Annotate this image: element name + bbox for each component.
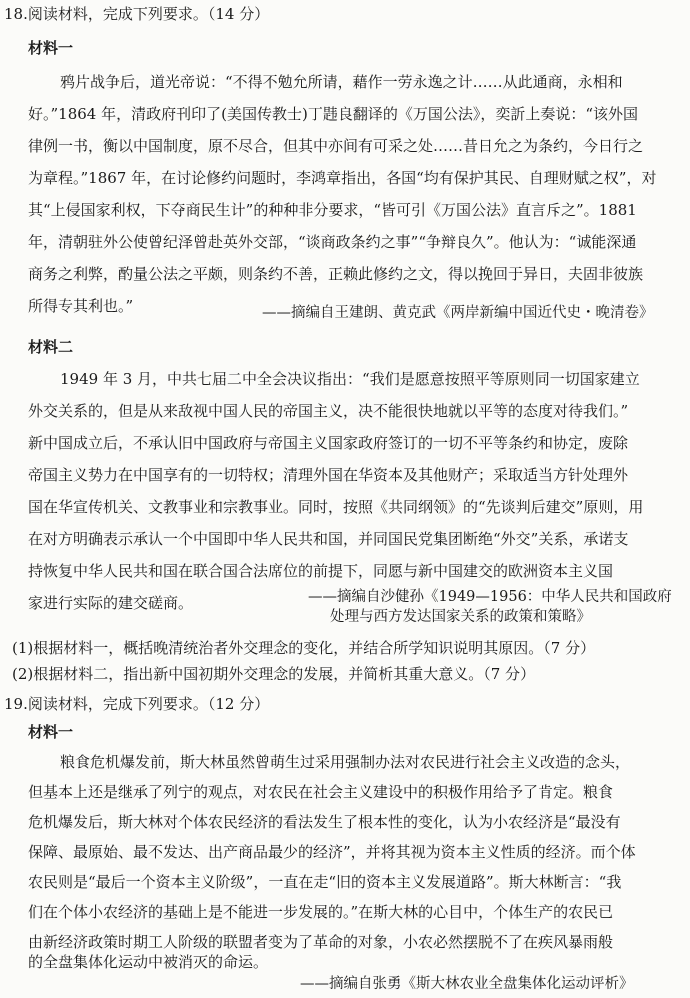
question-18-title: 18.阅读材料，完成下列要求。（14 分）: [4, 5, 270, 23]
q18-material-2-source: ——摘编自沙健孙《1949—1956：中华人民共和国政府: [308, 589, 672, 605]
q18-material-2-line: 新中国成立后，不承认旧中国政府与帝国主义国家政府签订的一切不平等条约和协定，废除: [28, 434, 629, 452]
q19-material-1-line: 们在个体小农经济的基础上是不能进一步发展的。”在斯大林的心目中，个体生产的农民已: [28, 903, 614, 921]
q18-material-1-line: 律例一书，衡以中国制度，原不尽合，但其中亦间有可采之处……昔日允之为条约，今日行之: [28, 137, 644, 155]
q18-material-1-line: 所得专其利也。”: [28, 297, 134, 315]
q18-material-1-line: 鸦片战争后，道光帝说：“不得不勉允所请，藉作一劳永逸之计……从此通商，永相和: [60, 73, 623, 91]
q19-material-1-line: 由新经济政策时期工人阶级的联盟者变为了革命的对象，小农必然摆脱不了在疾风暴雨般: [28, 933, 614, 951]
q19-material-1-line: 危机爆发后，斯大林对个体农民经济的看法发生了根本性的变化，认为小农经济是“最没有: [28, 813, 621, 831]
q18-requirement-2: (2)根据材料二，指出新中国初期外交理念的发展，并简析其重大意义。（7 分）: [12, 665, 536, 683]
q18-material-2-line: 在对方明确表示承认一个中国即中华人民共和国，并同国民党集团断绝“外交”关系，承诺支: [28, 530, 629, 548]
q19-material-1-line: 保障、最原始、最不发达、出产商品最少的经济”，并将其视为资本主义性质的经济。而个体: [28, 843, 636, 861]
q18-material-2-line: 家进行实际的建交磋商。: [28, 594, 194, 612]
q18-material-1-heading: 材料一: [28, 39, 74, 57]
q19-material-1-line: 农民则是“最后一个资本主义阶级”，一直在走“旧的资本主义发展道路”。斯大林断言：“我: [28, 873, 622, 891]
question-19-title: 19.阅读材料，完成下列要求。（12 分）: [4, 695, 270, 713]
q18-material-1-line: 年，清朝驻外公使曾纪泽曾赴英外交部，“谈商政条约之事”“争辩良久”。他认为：“诚能深通: [28, 233, 637, 251]
q19-material-1-line: 粮食危机爆发前，斯大林虽然曾萌生过采用强制办法对农民进行社会主义改造的念头，: [60, 753, 631, 771]
q18-material-2-heading: 材料二: [28, 338, 74, 356]
q18-requirement-1: (1)根据材料一，概括晚清统治者外交理念的变化，并结合所学知识说明其原因。（7 分）: [12, 639, 596, 657]
q18-material-2-line: 国在华宣传机关、文教事业和宗教事业。同时，按照《共同纲领》的“先谈判后建交”原则，用: [28, 498, 644, 516]
q19-material-1-source: ——摘编自张勇《斯大林农业全盘集体化运动评析》: [300, 976, 634, 992]
q18-material-2-line: 持恢复中华人民共和国在联合国合法席位的前提下，同愿与新中国建交的欧洲资本主义国: [28, 562, 614, 580]
q18-material-2-source-cont: 处理与西方发达国家关系的政策和策略》: [330, 609, 591, 625]
q18-material-1-line: 好。”1864 年，清政府刊印了(美国传教士)丁韪良翻译的《万国公法》，奕訢上奏说：“该外国: [28, 105, 638, 123]
q18-material-1-line: 为章程。”1867 年，在讨论修约问题时，李鸿章指出，各国“均有保护其民、自理财赋之权”，对: [28, 169, 657, 187]
q19-material-1-heading: 材料一: [28, 723, 74, 741]
q19-material-1-line: 的全盘集体化运动中被消灭的命运。: [28, 953, 269, 971]
q19-material-1-line: 但基本上还是继承了列宁的观点，对农民在社会主义建设中的积极作用给予了肯定。粮食: [28, 783, 614, 801]
q18-material-1-line: 商务之利弊，酌量公法之平颇，则条约不善，正赖此修约之文，得以挽回于异日，夫固非彼族: [28, 265, 644, 283]
q18-material-2-line: 帝国主义势力在中国享有的一切特权；清理外国在华资本及其他财产；采取适当方针处理外: [28, 466, 629, 484]
q18-material-1-line: 其“上侵国家利权，下夺商民生计”的种种非分要求，“皆可引《万国公法》直言斥之”。1881: [28, 201, 637, 219]
q18-material-2-line: 1949 年 3 月，中共七届二中全会决议指出：“我们是愿意按照平等原则同一切国家建立: [60, 370, 640, 388]
q18-material-2-line: 外交关系的，但是从来敌视中国人民的帝国主义，决不能很快地就以平等的态度对待我们。”: [28, 402, 629, 420]
q18-material-1-source: ——摘编自王建朗、黄克武《两岸新编中国近代史・晚清卷》: [262, 305, 654, 321]
